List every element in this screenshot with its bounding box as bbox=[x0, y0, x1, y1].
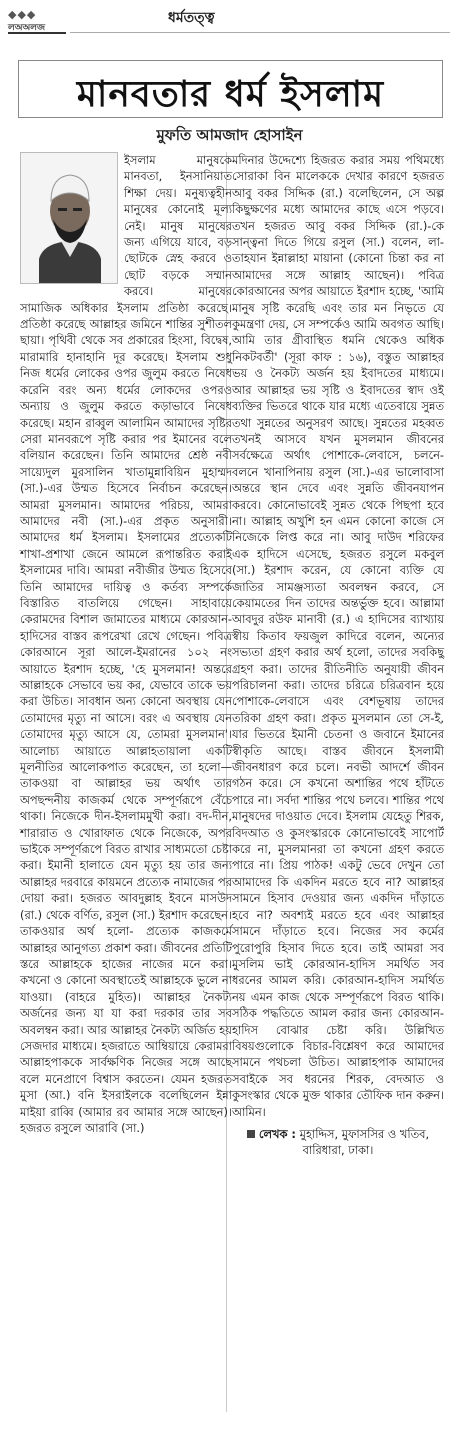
author-byline: মুফতি আমজাদ হোসাইন bbox=[156, 126, 303, 144]
author-note-label: লেখক : bbox=[258, 1126, 296, 1141]
logo-text: লঅঅলজ bbox=[8, 23, 46, 33]
author-note bbox=[232, 1126, 444, 1159]
article-title: মানবতার ধর্ম ইসলাম bbox=[76, 73, 385, 115]
author-portrait-icon bbox=[21, 153, 118, 284]
headline-box bbox=[18, 60, 443, 118]
author-note-text: মুহাদ্দিস, মুফাসসির ও খতিব, বারিধারা, ঢাকা। bbox=[299, 1126, 430, 1158]
column-left-text: ইসলাম মানুষকে মানবতা, ইনসানিয়াত শিক্ষা দেয়। মনুষ্যত্বহীন মানুষের কোনোই মূল্য নেই। মানুষ মানুষের জন্য এগিয়ে যাবে, বড় ছোটকে স্নেহ করবে ও ছোট বড়কে সম্মান করবে। মানুষের সামাজিক অধিকার ইসলাম প্রতিষ্ঠা করেছে। প্রতিষ্ঠা করেছে আল্লাহর জমিনে শান্তির সুশীতল ছায়া। পৃথিবী থেকে সব প্রকারের হিংসা, বিদ্বেষ, মারামারি হানাহানি দূর করেছে। ইসলাম শুধু নিজ ধর্মের লোকের ওপর জুলুম করতে নিষেধ করেনি বরং অন্য ধর্মের লোকদের ওপরও অন্যায় ও জুলুম করতে কড়াভাবে নিষেধ করেছে। মহান রাব্বুল আলামিন আমাদের সৃষ্টির সেরা মানবরূপে সৃষ্টি করার পর ইমানের বলে বলিয়ান করেছেন। তিনি আমাদের শ্রেষ্ঠ নবী সায়্যেদুল মুরসালিন খাতামুন্নাবিয়িন মুহাম্মদ (সা.)-এর উম্মত হিসেবে নির্বাচন করেছেন। আমরা মুসলমান। আমাদের পরিচয়, আমরা আমাদের নবী (সা.)-এর প্রকৃত অনুসারী। আমাদের ধর্ম ইসলাম। ইসলামের প্রত্যেকটি শাখা-প্রশাখা জেনে আমলে রূপান্তরিত করাই ইসলামের দাবি। আমরা নবীজীর উম্মত হিসেবে তিনি আমাদের দায়িত্ব ও কর্তব্য সম্পর্কে বিস্তারিত বাতলিয়ে গেছেন। সাহাবায়ে কেরামদের বিশাল জামাতের মাধ্যমে কোরআন-হাদিসের বাস্তব রূপরেখা রেখে গেছেন। পবিত্র কোরআনে সূরা আলে-ইমরানের ১০২ নং আয়াতে ইরশাদ হচ্ছে, 'হে মুসলমান! অন্তরে আল্লাহকে সেভাবে ভয় কর, যেভাবে তাকে ভয় করা উচিত। সাবধান অন্য কোনো অবস্থায় যেন তোমাদের মৃত্যু না আসে। বরং এ অবস্থায় যেন তোমাদের মৃত্যু আসে যে, তোমরা মুসলমান'। আলোচ্য আয়াতে আল্লাহতায়ালা একটি মূলনীতির আলোকপাত করেছেন, তা হলো— তাকওয়া বা আল্লাহর ভয় অর্থাৎ তার অপছন্দনীয় কাজকর্ম থেকে সম্পূর্ণরূপে বেঁচে থাকা। নিজেকে দীন-ইসলামমুখী করা। বদ-দীন, শারারাত ও খোরাফাত থেকে নিজেকে, অপর ভাইকে সম্পূর্ণরূপে বিরত রাখার সাধ্যমতো চেষ্টা করা। ইমানী হালাতে যেন মৃত্যু হয় তার জন্য আল্লাহর দরবারে কায়মনে প্রত্যেক নামাজের পর দোয়া করা। হজরত আবদুল্লাহ ইবনে মাসউদ (রা.) থেকে বর্ণিত, রসুল (সা.) ইরশাদ করেছেন। তাকওয়ার অর্থ হলো- প্রত্যেক কাজকর্মে আল্লাহর আনুগত্য প্রকাশ করা। জীবনের প্রতিটি স্তরে আল্লাহকে হাজের নাজের মনে করা। কখনো ও কোনো অবস্থাতেই আল্লাহকে ভুলে না যাওয়া। (বাহরে মুহিত)। আল্লাহর নৈকট্য অর্জনের জন্য যা যা করা দরকার তার সব অবলম্বন করা। আর আল্লাহর নৈকট্য অর্জিত হয় সেজদার মাধ্যমে। হজরাতে আম্বিয়ায়ে কেরামরা আল্লাহপাককে সার্বক্ষণিক নিজের সঙ্গে আছে বলে মনেপ্রাণে বিশ্বাস করতেন। যেমন হজরত মুসা (আ.) বনি ইসরাইলকে বলেছিলেন ইন্না মাইয়া রাব্বি (আমার রব আমার সঙ্গে আছেন)। হজরত রসুলে আরাবি (সা.) bbox=[20, 153, 232, 1135]
masthead-rule bbox=[70, 32, 450, 33]
logo-mark-icon: ◆◆◆ bbox=[8, 8, 37, 21]
column-right-text: মদিনার উদ্দেশ্যে হিজরত করার সময় পথিমধ্যে সোরাকা বিন মালেককে দেখার কারণে হজরত আবু বকর সিদ্দিক (রা.) বলেছিলেন, সে অল্প কিছুক্ষণের মধ্যে আমাদের কাছে এসে পড়বে। তখন হজরত আবু বকর সিদ্দিক (রা.)-কে সান্ত্বনা দিতে গিয়ে রসুল (সা.) বলেন, লা-তাহযান ইন্নাল্লাহা মায়ানা (কোনো চিন্তা কর না আমাদের সঙ্গে আল্লাহ আছেন)। পবিত্র কোরআনের অপর আয়াতে ইরশাদ হচ্ছে, 'আমি মানুষ সৃষ্টি করেছি এবং তার মন নিভৃতে যে কুমন্ত্রণা দেয়, সে সম্পর্কেও আমি অবগত আছি। আমি তার গ্রীবাস্থিত ধমনি থেকেও অধিক নিকটবর্তী' (সূরা কাফ : ১৬), বস্তুত আল্লাহর ভয় ও নৈকট্য অর্জন হয় ইবাদতের মাধ্যমে। আর আল্লাহর ভয় সৃষ্টি ও ইবাদতের স্বাদ ওই ব্যক্তির ভিতরে থাকে যার মধ্যে এতেবায়ে সুন্নত তথা সুন্নতের অনুসরণ আছে। সুন্নতের মহব্বত তখনই আসবে যখন মুসলমান জীবনের সর্বক্ষেত্রে অর্থাৎ পোশাকে-লেবাসে, চলনে-বলনে খানাপিনায় রসুল (সা.)-এর ভালোবাসা অন্তরে স্থান দেবে এবং সুন্নতি জীবনযাপন করবে। কোনোভাবেই সুন্নত থেকে পিছপা হবে না। আল্লাহ অখুশি হন এমন কোনো কাজে সে নিজেকে লিপ্ত করে না। আবু দাউদ শরিফের এক হাদিসে এসেছে, হজরত রসুলে মকবুল (সা.) ইরশাদ করেন, যে কোনো ব্যক্তি যে জাতির সামঞ্জস্যতা অবলম্বন করবে, সে কেয়ামতের দিন তাদের অন্তর্ভুক্ত হবে। আল্লামা আবদুর রউফ মানাবী (র.) এ হাদিসের ব্যাখ্যায় স্বীয় কিতাব ফয়জুল কাদিরে বলেন, অন্যের সভ্যতা গ্রহণ করার অর্থ হলো, তাদের সবকিছু গ্রহণ করা। তাদের রীতিনীতি অনুযায়ী জীবন পরিচালনা করা। তাদের চরিত্রে চরিত্রবান হয়ে পোশাকে-লেবাসে এবং বেশভূষায় তাদের তরিকা গ্রহণ করা। প্রকৃত মুসলমান তো সে-ই, যার ভিতরে ইমানী চেতনা ও জবানে ইমানের স্বীকৃতি আছে। বাস্তব জীবনে ইসলামী জীবনধারণ করে চলে। নবভী আদর্শে জীবন গঠন করে। সে কখনো অশান্তির পথে হাঁটতে পারে না। সর্বদা শান্তির পথে চলবে। শান্তির পথে মানুষদের দাওয়াত দেবে। ইসলাম যেহেতু শিরক, বিদআত ও কুসংস্কারকে কোনোভাবেই সাপোর্ট করে না, মুসলমানরা তা কখনো গ্রহণ করতে পারে না। প্রিয় পাঠক! একটু ভেবে দেখুন তো আমাদের কি একদিন মরতে হবে না? আল্লাহর সামনে হিসাব দেওয়ার জন্য একদিন দাঁড়াতে হবে না? অবশ্যই মরতে হবে এবং আল্লাহর সামনে দাঁড়াতে হবে। নিজের সব কর্মের পুরোপুরি হিসাব দিতে হবে। তাই আমরা সব মুসলিম ভাই কোরআন-হাদিস সমর্থিত সব ধরনের আমল করি। কোরআন-হাদিস সমর্থিত নয় এমন কাজ থেকে সম্পূর্ণরূপে বিরত থাকি। সঠিক পদ্ধতিতে আমল করার জন্য কোরআন-হাদিস বোঝার চেষ্টা করি। উল্লিখিত বিষয়গুলোকে বিচার-বিশ্লেষণ করে আমাদের সামনে পথচলা উচিত। আল্লাহপাক আমাদের সবাইকে সব ধরনের শিরক, বেদআত ও কুসংস্কার থেকে মুক্ত থাকার তৌফিক দান করুন। আমিন। bbox=[232, 153, 444, 1119]
square-bullet-icon bbox=[247, 1130, 255, 1138]
newspaper-logo bbox=[8, 8, 66, 34]
author-photo bbox=[20, 152, 118, 284]
masthead bbox=[0, 0, 459, 40]
article-column-right bbox=[232, 152, 444, 1159]
article-column-left bbox=[20, 152, 232, 1136]
section-label: ধর্মতত্ত্ব bbox=[168, 10, 215, 26]
